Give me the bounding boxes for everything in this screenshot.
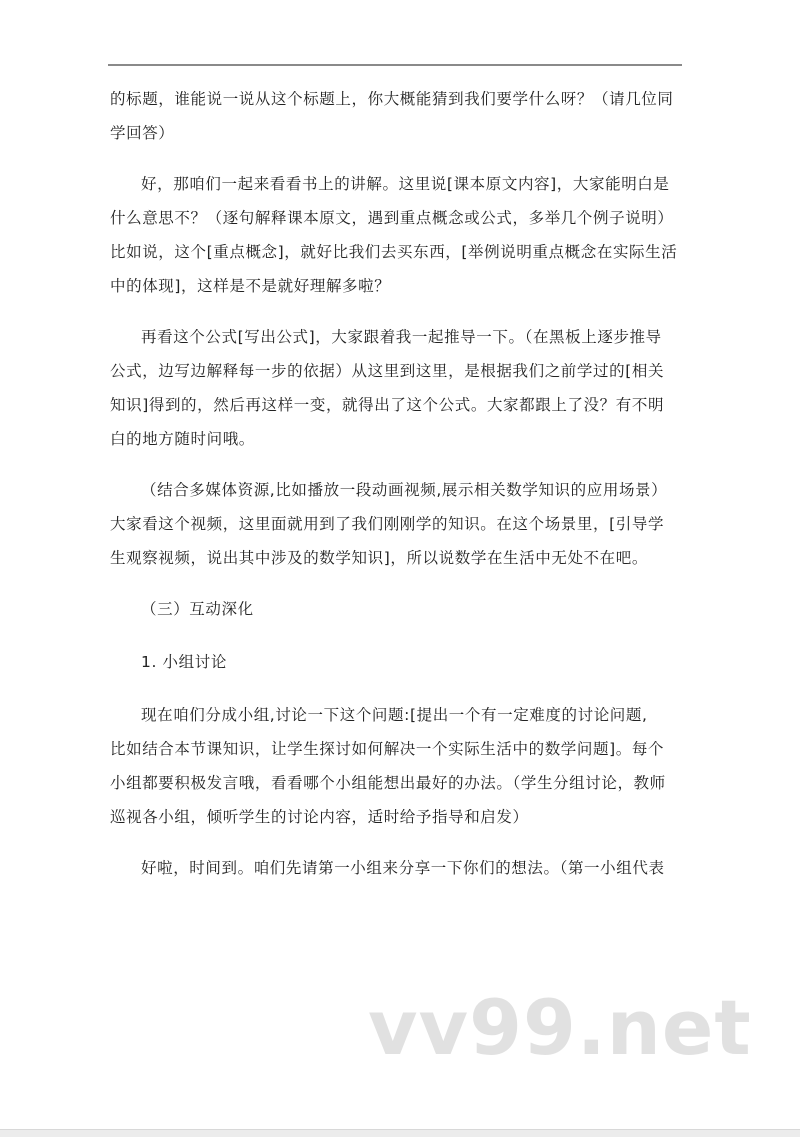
subsection-heading: 1. 小组讨论 (141, 653, 227, 671)
page-bottom-edge (0, 1129, 800, 1137)
text-line: （结合多媒体资源,比如播放一段动画视频,展示相关数学知识的应用场景） (141, 481, 668, 499)
text-line: 好，那咱们一起来看看书上的讲解。这里说[课本原文内容]，大家能明白是 (141, 175, 670, 193)
text-line: 大家看这个视频，这里面就用到了我们刚刚学的知识。在这个场景里，[引导学 (110, 515, 665, 533)
text-line: 公式，边写边解释每一步的依据）从这里到这里，是根据我们之前学过的[相关 (110, 362, 665, 380)
paragraph-3 (110, 320, 686, 456)
text-line: 中的体现]，这样是不是就好理解多啦？ (110, 277, 391, 295)
text-line: 比如说，这个[重点概念]，就好比我们去买东西，[举例说明重点概念在实际生活 (110, 243, 678, 261)
header-rule (108, 64, 682, 66)
text-line: 比如结合本节课知识，让学生探讨如何解决一个实际生活中的数学问题]。每个 (110, 740, 665, 758)
paragraph-2 (110, 167, 686, 303)
paragraph-6 (110, 851, 686, 885)
text-line: 巡视各小组，倾听学生的讨论内容，适时给予指导和启发） (110, 808, 529, 826)
text-line: 的标题，谁能说一说从这个标题上，你大概能猜到我们要学什么呀？（请几位同 (110, 90, 674, 108)
text-line: 什么意思不？（逐句解释课本原文，遇到重点概念或公式，多举几个例子说明） (110, 209, 674, 227)
text-line: 知识]得到的，然后再这样一变，就得出了这个公式。大家都跟上了没？有不明 (110, 396, 665, 414)
document-body (110, 82, 686, 902)
text-line: 小组都要积极发言哦，看看哪个小组能想出最好的办法。（学生分组讨论，教师 (110, 774, 666, 792)
paragraph-4 (110, 473, 686, 575)
text-line: 学回答） (110, 124, 175, 142)
text-line: 白的地方随时问哦。 (110, 430, 255, 448)
section-heading: （三）互动深化 (141, 600, 254, 618)
text-line: 生观察视频，说出其中涉及的数学知识]，所以说数学在生活中无处不在吧。 (110, 549, 648, 567)
text-line: 现在咱们分成小组,讨论一下这个问题:[提出一个有一定难度的讨论问题, (141, 706, 648, 724)
text-line: 好啦，时间到。咱们先请第一小组来分享一下你们的想法。（第一小组代表 (141, 859, 665, 877)
paragraph-1 (110, 82, 686, 150)
text-line: 再看这个公式[写出公式]，大家跟着我一起推导一下。（在黑板上逐步推导 (141, 328, 662, 346)
paragraph-5 (110, 698, 686, 834)
watermark-logo: vv99.net (368, 983, 752, 1072)
